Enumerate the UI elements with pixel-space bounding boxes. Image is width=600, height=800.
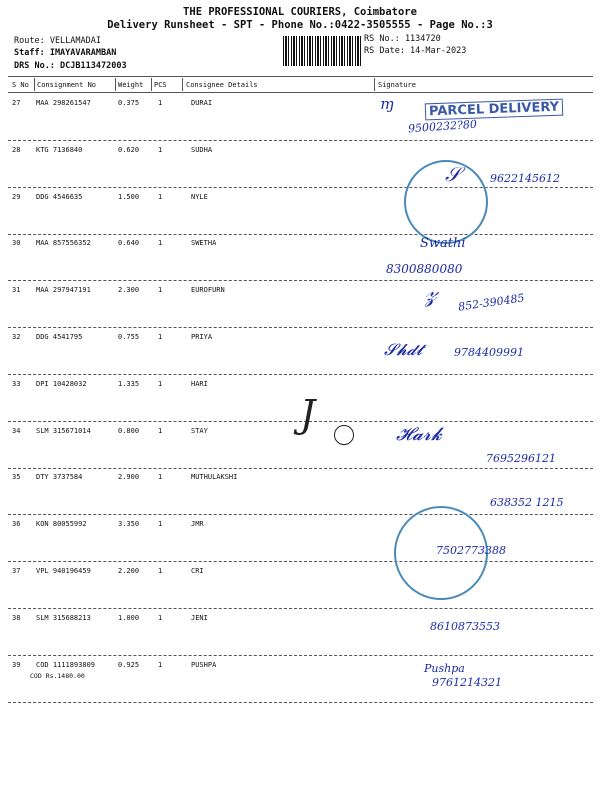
row-pcs: 1 xyxy=(158,380,163,388)
signature-39: Pushpa xyxy=(424,662,465,675)
row-divider xyxy=(8,514,593,515)
row-pcs: 1 xyxy=(158,427,163,435)
row-weight: 2.300 xyxy=(118,286,140,294)
col-consignment: Consignment No xyxy=(37,81,97,89)
phone-31: 852-390485 xyxy=(457,291,526,314)
row-consignment: MAA 857556352 xyxy=(36,239,91,247)
row-sno: 31 xyxy=(12,286,21,294)
phone-32: 9784409991 xyxy=(454,346,524,359)
row-pcs: 1 xyxy=(158,286,163,294)
row-consignment: SLM 315688213 xyxy=(36,614,91,622)
row-pcs: 1 xyxy=(158,567,163,575)
row-weight: 2.900 xyxy=(118,473,140,481)
drs-label: DRS No.: DCJB113472003 xyxy=(14,61,127,71)
row-consignment: MAA 297947191 xyxy=(36,286,91,294)
row-pcs: 1 xyxy=(158,99,163,107)
signature-28: 𝒮 xyxy=(445,162,461,186)
row-consignment: DDG 4546635 xyxy=(36,193,83,201)
row-divider xyxy=(8,702,593,703)
row-sno: 33 xyxy=(12,380,21,388)
row-consignee: CRI xyxy=(191,567,204,575)
barcode xyxy=(283,36,363,66)
row-consignee: JMR xyxy=(191,520,204,528)
row-pcs: 1 xyxy=(158,520,163,528)
rs-number: RS No.: 1134720 xyxy=(364,34,441,44)
row-consignment: DTY 3737584 xyxy=(36,473,83,481)
row-divider xyxy=(8,608,593,609)
row-consignment: VPL 940196459 xyxy=(36,567,91,575)
row-consignee: NYLE xyxy=(191,193,208,201)
row-divider xyxy=(8,187,593,188)
row-pcs: 1 xyxy=(158,614,163,622)
row-consignment: DPI 10428032 xyxy=(36,380,87,388)
row-sno: 30 xyxy=(12,239,21,247)
row-divider xyxy=(8,280,593,281)
row-consignment: KON 80055992 xyxy=(36,520,87,528)
row-pcs: 1 xyxy=(158,239,163,247)
row-weight: 0.620 xyxy=(118,146,140,154)
row-divider xyxy=(8,327,593,328)
row-sno: 38 xyxy=(12,614,21,622)
row-pcs: 1 xyxy=(158,193,163,201)
col-signature: Signature xyxy=(378,81,416,89)
signature-31: 𝓏 xyxy=(425,278,438,308)
row-pcs: 1 xyxy=(158,473,163,481)
parcel-delivery-stamp: PARCEL DELIVERY xyxy=(425,99,564,121)
row-consignment: COD 1111893809 xyxy=(36,661,96,669)
row-divider xyxy=(8,140,593,141)
row-weight: 1.500 xyxy=(118,193,140,201)
row-consignment: KTG 7136840 xyxy=(36,146,83,154)
row-sno: 39 xyxy=(12,661,21,669)
phone-37: 7502773388 xyxy=(436,544,506,557)
row-pcs: 1 xyxy=(158,661,163,669)
phone-39: 9761214321 xyxy=(432,676,502,689)
row-weight: 0.925 xyxy=(118,661,140,669)
row-weight: 0.800 xyxy=(118,427,140,435)
phone-36: 638352 1215 xyxy=(490,496,564,509)
route-label: Route: VELLAMADAI xyxy=(14,36,101,46)
row-weight: 0.755 xyxy=(118,333,140,341)
row-weight: 1.000 xyxy=(118,614,140,622)
phone-34: 7695296121 xyxy=(486,452,556,465)
phone-38: 8610873553 xyxy=(430,620,500,633)
row-consignment: DDG 4541795 xyxy=(36,333,83,341)
row-weight: 3.350 xyxy=(118,520,140,528)
col-sno: S No xyxy=(12,81,29,89)
col-weight: Weight xyxy=(118,81,144,89)
row-consignee: PUSHPA xyxy=(191,661,217,669)
row-weight: 1.335 xyxy=(118,380,140,388)
row-consignment: MAA 298261547 xyxy=(36,99,91,107)
signature-34: 𝓗𝓪𝓻𝓴 xyxy=(396,424,442,445)
row-divider xyxy=(8,374,593,375)
rs-date: RS Date: 14-Mar-2023 xyxy=(364,46,467,56)
row-divider xyxy=(8,468,593,469)
phone-30: 8300880080 xyxy=(386,262,463,276)
row-weight: 0.640 xyxy=(118,239,140,247)
row-pcs: 1 xyxy=(158,333,163,341)
cod-amount: COD Rs.1480.00 xyxy=(30,672,85,680)
row-sno: 34 xyxy=(12,427,21,435)
row-consignee: JENI xyxy=(191,614,208,622)
row-pcs: 1 xyxy=(158,146,163,154)
signature-27: ɱ xyxy=(380,95,395,113)
signature-30: Swathi xyxy=(420,236,466,251)
signature-32: 𝓢𝓱𝓭𝓽 xyxy=(384,340,423,359)
row-divider xyxy=(8,561,593,562)
row-consignee: DURAI xyxy=(191,99,213,107)
row-divider xyxy=(8,234,593,235)
row-sno: 28 xyxy=(12,146,21,154)
row-consignee: SUDHA xyxy=(191,146,213,154)
col-pcs: PCS xyxy=(154,81,167,89)
phone-27: 9500232?80 xyxy=(407,117,478,136)
row-divider xyxy=(8,655,593,656)
row-sno: 35 xyxy=(12,473,21,481)
signature-34-circle xyxy=(334,425,354,445)
row-consignee: PRIYA xyxy=(191,333,213,341)
row-weight: 2.200 xyxy=(118,567,140,575)
row-sno: 36 xyxy=(12,520,21,528)
staff-label: Staff: IMAYAVARAMBAN xyxy=(14,48,117,58)
row-sno: 32 xyxy=(12,333,21,341)
row-sno: 27 xyxy=(12,99,21,107)
signature-34-initials: J xyxy=(300,392,316,436)
row-consignee: MUTHULAKSHI xyxy=(191,473,238,481)
row-consignee: SWETHA xyxy=(191,239,217,247)
runsheet-title: THE PROFESSIONAL COURIERS, Coimbatore xyxy=(183,6,417,18)
phone-28: 9622145612 xyxy=(490,172,560,185)
row-weight: 0.375 xyxy=(118,99,140,107)
col-consignee: Consignee Details xyxy=(186,81,258,89)
row-consignment: SLM 315671014 xyxy=(36,427,91,435)
row-consignee: EUROFURN xyxy=(191,286,225,294)
runsheet-subtitle: Delivery Runsheet - SPT - Phone No.:0422-3505555 - Page No.:3 xyxy=(107,19,493,31)
row-sno: 29 xyxy=(12,193,21,201)
row-consignee: STAY xyxy=(191,427,208,435)
row-consignee: HARI xyxy=(191,380,208,388)
row-sno: 37 xyxy=(12,567,21,575)
